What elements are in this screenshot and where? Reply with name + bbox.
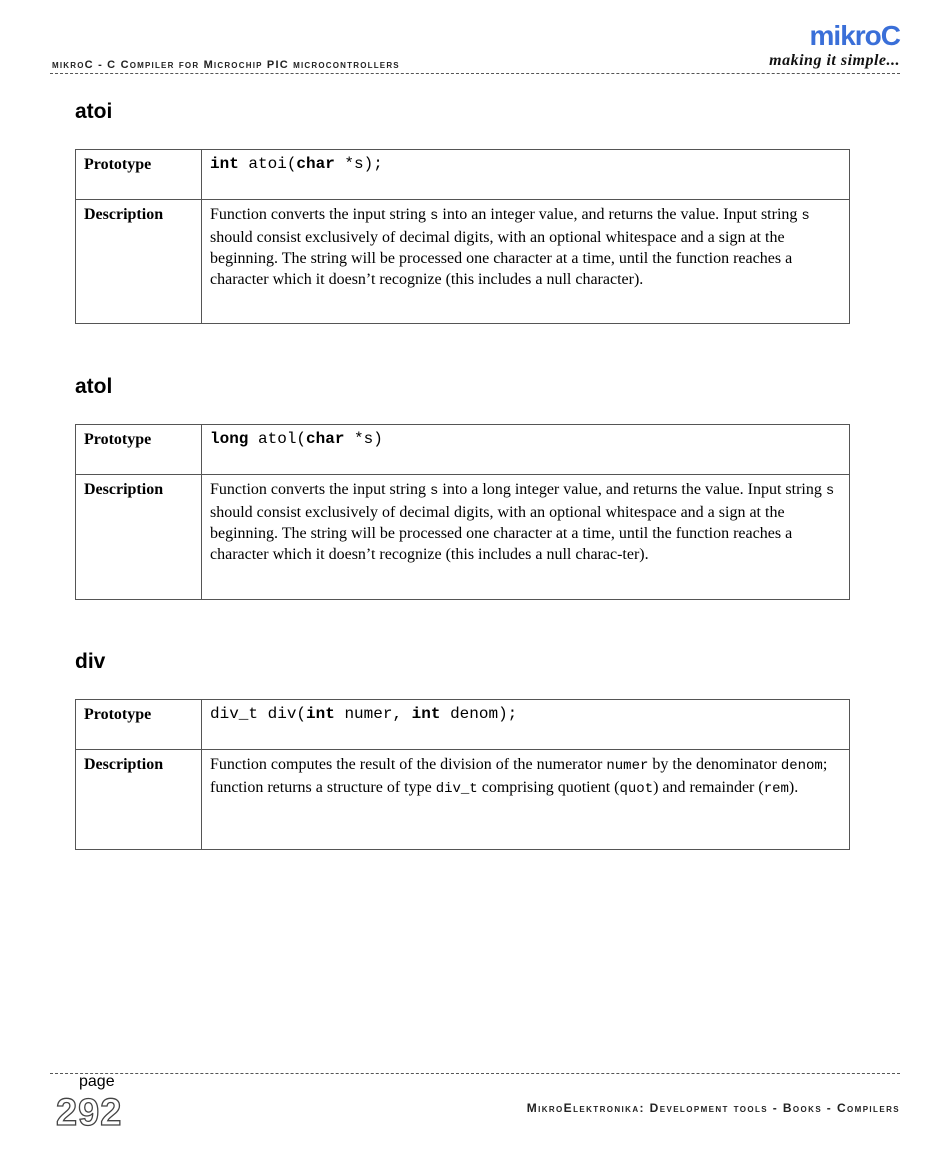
header-title: mikroC - C Compiler for Microchip PIC microcontrollers	[52, 59, 400, 71]
atol-description: Function converts the input string s into a long integer value, and returns the value. Input string s should consist exclusively of decimal digits, with an optional whitespace and a sign at the beginning. The string will be processed one character at a time, until the function reaches a character which it doesn’t recognize (this includes a null charac-ter).	[202, 475, 850, 600]
div-description: Function computes the result of the division of the numerator numer by the denominator denom; function returns a structure of type div_t comprising quotient (quot) and remainder (rem).	[202, 750, 850, 850]
section-title-atol: atol	[75, 375, 113, 398]
header-divider	[50, 73, 900, 74]
atol-prototype: long atol(char *s)	[202, 425, 850, 475]
description-label: Description	[76, 750, 202, 850]
page-label: page	[79, 1073, 115, 1090]
description-label: Description	[76, 200, 202, 324]
atoi-description: Function converts the input string s into an integer value, and returns the value. Input string s should consist exclusively of decimal digits, with an optional whitespace and a sign at the beginning. The string will be processed one character at a time, until the function reaches a character which it doesn’t recognize (this includes a null character).	[202, 200, 850, 324]
atoi-spec-table	[75, 149, 850, 324]
section-title-div: div	[75, 650, 106, 673]
atoi-prototype: int atoi(char *s);	[202, 150, 850, 200]
atol-spec-table	[75, 424, 850, 600]
prototype-label: Prototype	[76, 700, 202, 750]
prototype-label: Prototype	[76, 150, 202, 200]
description-label: Description	[76, 475, 202, 600]
div-spec-table	[75, 699, 850, 850]
section-title-atoi: atoi	[75, 100, 113, 123]
mikroc-logo: mikroC	[809, 20, 900, 51]
prototype-label: Prototype	[76, 425, 202, 475]
page-number: 292	[56, 1092, 123, 1134]
header-tagline: making it simple...	[769, 52, 900, 69]
footer-divider	[50, 1073, 900, 1074]
div-prototype: div_t div(int numer, int denom);	[202, 700, 850, 750]
footer-publisher: MikroElektronika: Development tools - Books - Compilers	[526, 1101, 900, 1115]
